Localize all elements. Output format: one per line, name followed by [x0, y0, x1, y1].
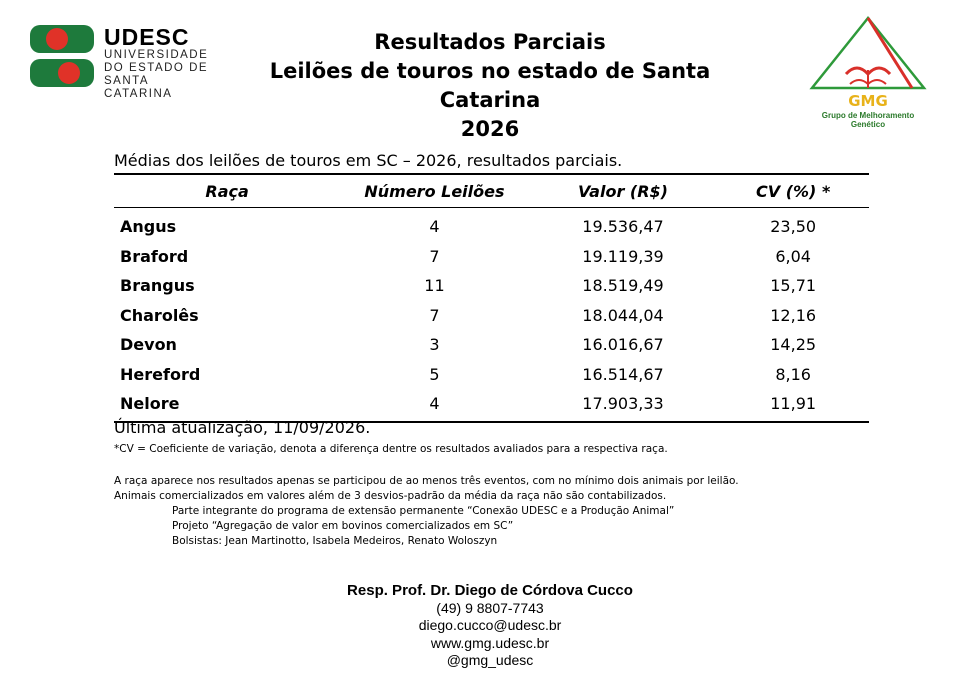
column-header-valor: Valor (R$): [529, 174, 718, 208]
column-header-cv: CV (%) *: [717, 174, 869, 208]
cell-valor: 16.514,67: [582, 364, 664, 384]
cell-cv: 11,91: [717, 389, 869, 422]
table-row: [114, 271, 869, 301]
note-line-3: Parte integrante do programa de extensão permanente “Conexão UDESC e a Produção Animal”: [172, 505, 675, 517]
table-row: [114, 389, 869, 422]
results-table: [114, 173, 869, 423]
cell-leiloes: 7: [429, 305, 440, 325]
cell-raca: Brangus: [120, 276, 195, 296]
gmg-logo-name: GMG: [848, 92, 888, 110]
column-header-raca: Raça: [114, 174, 340, 208]
contact-email: diego.cucco@udesc.br: [418, 617, 562, 633]
cell-raca: Charolês: [120, 305, 199, 325]
table-row: [114, 330, 869, 360]
cell-raca: Devon: [120, 335, 177, 355]
udesc-logo-line3: SANTA CATARINA: [104, 75, 173, 100]
last-update: Última atualização, 11/09/2026.: [114, 418, 371, 437]
cell-leiloes: 3: [429, 335, 440, 355]
cv-footnote: *CV = Coeficiente de variação, denota a diferença dentre os resultados avaliados para a respectiva raça.: [114, 443, 668, 455]
contact-phone: (49) 9 8807-7743: [436, 599, 544, 616]
cell-cv: 8,16: [775, 364, 811, 384]
table-row: [114, 208, 869, 242]
udesc-logo-line2: DO ESTADO DE: [104, 62, 209, 74]
note-line-2: Animais comercializados em valores além de 3 desvios-padrão da média da raça não são contabilizados.: [114, 490, 667, 502]
cell-cv: 6,04: [775, 246, 811, 266]
page-title: [220, 28, 760, 144]
notes: [114, 474, 739, 549]
cell-raca: Nelore: [114, 389, 340, 422]
cell-cv: 14,25: [770, 335, 817, 355]
cell-valor: 18.519,49: [582, 276, 664, 296]
title-line-3: 2026: [460, 117, 520, 141]
title-line-2: Leilões de touros no estado de Santa Catarina: [269, 59, 711, 112]
udesc-logo-line1: UNIVERSIDADE: [104, 49, 209, 61]
cell-raca: Braford: [120, 246, 189, 266]
gmg-emblem-icon: [806, 14, 930, 94]
note-line-1: A raça aparece nos resultados apenas se participou de ao menos três eventos, com no mínimo dois animais por leilão.: [114, 475, 739, 487]
column-header-leiloes: Número Leilões: [340, 174, 529, 208]
note-line-4: Projeto “Agregação de valor em bovinos comercializados em SC”: [172, 520, 514, 532]
udesc-logo: [30, 24, 210, 100]
gmg-logo-subtitle: Grupo de Melhoramento Genético: [821, 111, 915, 129]
table-caption: Médias dos leilões de touros em SC – 2026, resultados parciais.: [114, 151, 623, 170]
title-line-1: Resultados Parciais: [374, 30, 606, 54]
cell-cv: 12,16: [770, 305, 817, 325]
cell-cv: 15,71: [770, 276, 817, 296]
contact-block: [240, 582, 740, 670]
table-row: [114, 301, 869, 331]
cell-cv: 23,50: [770, 217, 817, 237]
cell-leiloes: 5: [429, 364, 440, 384]
table-row: [114, 360, 869, 390]
cell-valor: 19.536,47: [582, 217, 664, 237]
contact-social: @gmg_udesc: [446, 652, 534, 668]
cell-leiloes: 11: [424, 276, 445, 296]
cell-raca: Hereford: [120, 364, 201, 384]
note-line-5: Bolsistas: Jean Martinotto, Isabela Medeiros, Renato Woloszyn: [172, 535, 498, 547]
cell-valor: 16.016,67: [582, 335, 664, 355]
contact-website: www.gmg.udesc.br: [430, 634, 550, 651]
responsible-name: Resp. Prof. Dr. Diego de Córdova Cucco: [347, 582, 633, 599]
cell-leiloes: 7: [429, 246, 440, 266]
cell-valor: 18.044,04: [582, 305, 664, 325]
cell-raca: Angus: [120, 217, 177, 237]
udesc-logo-name: UDESC: [104, 24, 190, 50]
cell-leiloes: 4: [340, 389, 529, 422]
udesc-emblem-icon: [30, 25, 94, 87]
cell-leiloes: 4: [429, 217, 440, 237]
gmg-logo: [806, 14, 930, 129]
cell-valor: 19.119,39: [582, 246, 664, 266]
cell-valor: 17.903,33: [529, 389, 718, 422]
table-header-row: [114, 174, 869, 208]
table-row: [114, 242, 869, 272]
